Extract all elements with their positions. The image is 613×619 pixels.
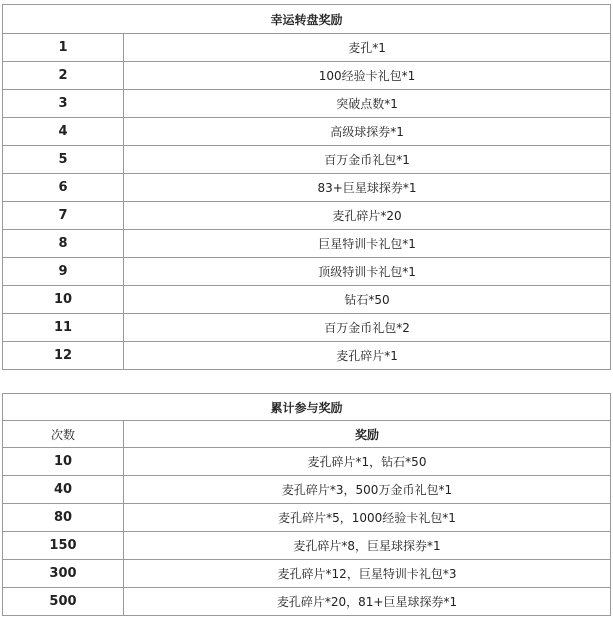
reward-item: 麦孔碎片*12，巨星特训卡礼包*3	[124, 560, 611, 588]
participation-count: 40	[3, 476, 124, 504]
reward-number: 2	[3, 62, 124, 90]
table-row	[3, 230, 611, 258]
lucky-wheel-title: 幸运转盘奖励	[3, 5, 611, 34]
reward-item: 麦孔碎片*20，81+巨星球探券*1	[124, 588, 611, 616]
count-column-header: 次数	[3, 421, 124, 448]
reward-number: 3	[3, 90, 124, 118]
reward-item: 麦孔*1	[124, 34, 611, 62]
table-row	[3, 448, 611, 476]
participation-count: 500	[3, 588, 124, 616]
table-row	[3, 588, 611, 616]
table-row	[3, 202, 611, 230]
table-row	[3, 504, 611, 532]
reward-number: 5	[3, 146, 124, 174]
table-row	[3, 90, 611, 118]
reward-item: 麦孔碎片*1	[124, 342, 611, 370]
table-row	[3, 34, 611, 62]
table-title-row	[3, 394, 611, 421]
reward-item: 巨星特训卡礼包*1	[124, 230, 611, 258]
reward-item: 百万金币礼包*2	[124, 314, 611, 342]
table-row	[3, 342, 611, 370]
reward-number: 1	[3, 34, 124, 62]
table-row	[3, 258, 611, 286]
table-header-row	[3, 421, 611, 448]
reward-number: 11	[3, 314, 124, 342]
reward-item: 百万金币礼包*1	[124, 146, 611, 174]
reward-item: 麦孔碎片*5，1000经验卡礼包*1	[124, 504, 611, 532]
participation-count: 10	[3, 448, 124, 476]
table-row	[3, 476, 611, 504]
reward-item: 100经验卡礼包*1	[124, 62, 611, 90]
lucky-wheel-rewards-table	[2, 4, 611, 370]
participation-count: 300	[3, 560, 124, 588]
cumulative-title: 累计参与奖励	[3, 394, 611, 421]
table-row	[3, 146, 611, 174]
table-row	[3, 62, 611, 90]
table-row	[3, 314, 611, 342]
table-row	[3, 532, 611, 560]
table-row	[3, 560, 611, 588]
table-row	[3, 286, 611, 314]
reward-item: 顶级特训卡礼包*1	[124, 258, 611, 286]
reward-item: 钻石*50	[124, 286, 611, 314]
reward-item: 麦孔碎片*1，钻石*50	[124, 448, 611, 476]
reward-number: 7	[3, 202, 124, 230]
table-row	[3, 118, 611, 146]
participation-count: 80	[3, 504, 124, 532]
cumulative-participation-rewards-table	[2, 393, 611, 616]
reward-item: 麦孔碎片*3，500万金币礼包*1	[124, 476, 611, 504]
table-title-row	[3, 5, 611, 34]
reward-item: 高级球探券*1	[124, 118, 611, 146]
reward-number: 12	[3, 342, 124, 370]
participation-count: 150	[3, 532, 124, 560]
table-row	[3, 174, 611, 202]
reward-number: 10	[3, 286, 124, 314]
reward-item: 麦孔碎片*20	[124, 202, 611, 230]
reward-number: 9	[3, 258, 124, 286]
reward-number: 6	[3, 174, 124, 202]
reward-item: 突破点数*1	[124, 90, 611, 118]
reward-item: 83+巨星球探券*1	[124, 174, 611, 202]
reward-number: 4	[3, 118, 124, 146]
reward-number: 8	[3, 230, 124, 258]
reward-column-header: 奖励	[124, 421, 611, 448]
reward-item: 麦孔碎片*8，巨星球探券*1	[124, 532, 611, 560]
